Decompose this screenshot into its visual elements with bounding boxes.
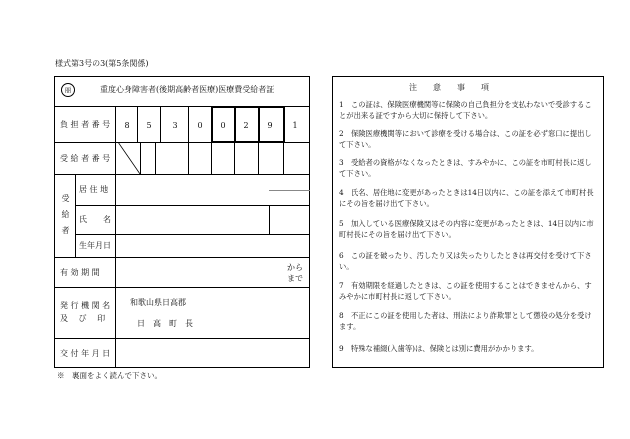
note-item: 9 特殊な補綴(入歯等)は、保険とは別に費用がかかります。 <box>339 344 539 353</box>
note-item: 8 不正にこの証を使用した者は、刑法により詐欺罪として懲役の処分を受けます。 <box>339 311 592 331</box>
issuer-label-1: 発 行 機 関 名 <box>60 301 111 310</box>
burden-digit: 1 <box>292 121 298 130</box>
burden-digit: 0 <box>197 121 203 130</box>
note-item: 4 氏名、居住地に変更があったときは14日以内に、この証を添えて市町村長にその旨を届け出て下さい。 <box>339 188 594 208</box>
burden-digit: 0 <box>220 121 226 130</box>
validity-to: まで <box>287 274 303 283</box>
burden-digit: 8 <box>124 121 130 130</box>
notes-panel <box>332 76 604 368</box>
name-label: 氏 名 <box>79 215 111 224</box>
issuer-title: 日 高 町 長 <box>137 319 193 328</box>
burden-digit: 2 <box>243 121 249 130</box>
note-item: 3 受給者の資格がなくなったときは、すみやかに、この証を市町村長に返して下さい。 <box>339 158 592 178</box>
issuer-label-2: 及 び 印 <box>60 314 106 323</box>
diagonal-slash <box>115 142 140 174</box>
footnote: ※ 裏面をよく読んで下さい。 <box>57 371 162 380</box>
address-label: 居 住 地 <box>79 185 109 194</box>
issue-date-label: 交 付 年 月 日 <box>60 349 111 358</box>
notes-heading: 注 意 事 項 <box>409 83 489 92</box>
certificate-title: 重度心身障害者(後期高齢者医療)医療費受給者証 <box>100 85 275 94</box>
burden-number-label: 負 担 者 番 号 <box>60 120 111 129</box>
burden-digit: 3 <box>172 121 178 130</box>
recipient-number-label: 受 給 者 番 号 <box>60 154 111 163</box>
note-item: 7 有効期限を経過したときは、この証を使用することはできませんから、すみやかに市町村長に返して下さい。 <box>339 281 592 301</box>
validity-label: 有 効 期 間 <box>60 268 100 277</box>
birthdate-label: 生年月日 <box>79 241 111 250</box>
note-item: 5 加入している医療保険又はその内容に変更があったときは、14日以内に市町村長にその旨を届け出て下さい。 <box>339 219 594 239</box>
issuer-name: 和歌山県日高郡 <box>130 298 186 307</box>
note-item: 1 この証は、保険医療機関等に保険の自己負担分を支払わないで受診することが出来る証ですから大切に保持して下さい。 <box>339 100 592 120</box>
note-item: 6 この証を破ったり、汚したり又は失ったりしたときは再交付を受けて下さい。 <box>339 251 592 271</box>
burden-digit: 9 <box>267 121 273 130</box>
form-number: 様式第3号の3(第5条関係) <box>55 59 149 68</box>
note-item: 2 保険医療機関等において診療を受ける場合は、この証を必ず窓口に提出して下さい。 <box>339 129 592 149</box>
recipient-label: 受給者 <box>61 194 70 242</box>
burden-digit: 5 <box>146 121 152 130</box>
seal-mark-icon: 丽 <box>61 83 75 97</box>
validity-from: から <box>287 263 303 272</box>
